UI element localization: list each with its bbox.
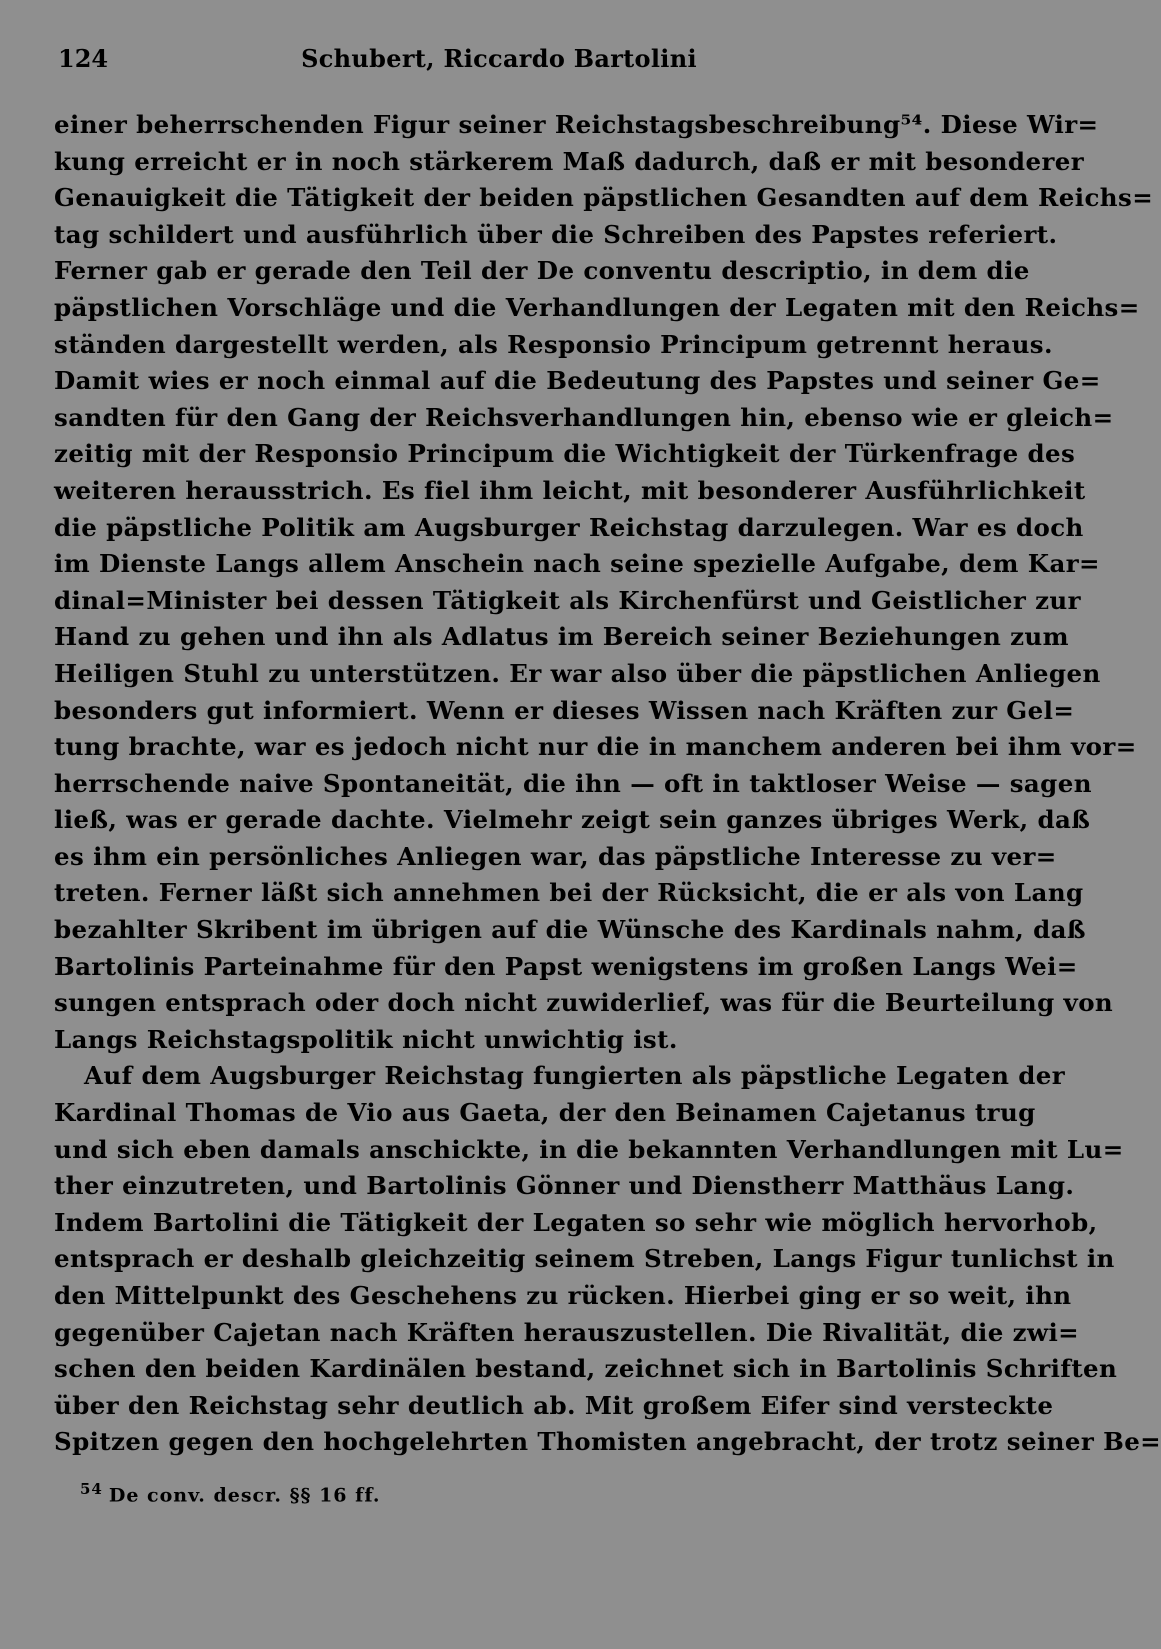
text-line: ther einzutreten, und Bartolinis Gönner und Dienstherr Matthäus Lang. [54, 1171, 1075, 1201]
text-line: sungen entsprach oder doch nicht zuwiderlief, was für die Beurteilung von [54, 988, 1114, 1018]
text-line: und sich eben damals anschickte, in die bekannten Verhandlungen mit Lu= [54, 1134, 1124, 1164]
text-line: schen den beiden Kardinälen bestand, zeichnet sich in Bartolinis Schriften [54, 1354, 1118, 1384]
text-line: zeitig mit der Responsio Principum die Wichtigkeit der Türkenfrage des [54, 439, 1076, 469]
text-line: entsprach er deshalb gleichzeitig seinem Streben, Langs Figur tunlichst in [54, 1244, 1115, 1274]
running-title: Schubert, Riccardo Bartolini [301, 44, 697, 73]
text-line: im Dienste Langs allem Anschein nach seine spezielle Aufgabe, dem Kar= [54, 549, 1100, 579]
text-line: kung erreicht er in noch stärkerem Maß dadurch, daß er mit besonderer [54, 146, 1085, 176]
text-line: Kardinal Thomas de Vio aus Gaeta, der den Beinamen Cajetanus trug [54, 1098, 1036, 1128]
text-line: Langs Reichstagspolitik nicht unwichtig ist. [54, 1024, 678, 1054]
text-line: Spitzen gegen den hochgelehrten Thomisten angebracht, der trotz seiner Be= [54, 1427, 1161, 1457]
text-line: besonders gut informiert. Wenn er dieses Wissen nach Kräften zur Gel= [54, 695, 1075, 725]
text-line: Ferner gab er gerade den Teil der De conventu descriptio, in dem die [54, 256, 1030, 286]
running-head [58, 44, 940, 84]
text-line: Auf dem Augsburger Reichstag fungierten als päpstliche Legaten der [84, 1061, 1066, 1091]
text-line: einer beherrschenden Figur seiner Reichstagsbeschreibung⁵⁴. Diese Wir= [54, 110, 1099, 139]
text-line: ständen dargestellt werden, als Responsio Principum getrennt heraus. [54, 329, 1053, 359]
footnote-text: De conv. descr. §§ 16 ff. [108, 1484, 381, 1507]
text-line: bezahlter Skribent im übrigen auf die Wünsche des Kardinals nahm, daß [54, 915, 1086, 945]
text-line: Bartolinis Parteinahme für den Papst wenigstens im großen Langs Wei= [54, 951, 1078, 981]
text-line: tung brachte, war es jedoch nicht nur die in manchem anderen bei ihm vor= [54, 732, 1137, 762]
text-line: dinal=Minister bei dessen Tätigkeit als Kirchenfürst und Geistlicher zur [54, 585, 1081, 615]
text-line: Genauigkeit die Tätigkeit der beiden päpstlichen Gesandten auf dem Reichs= [54, 183, 1154, 213]
text-line: es ihm ein persönliches Anliegen war, das päpstliche Interesse zu ver= [54, 841, 1057, 871]
text-line: sandten für den Gang der Reichsverhandlungen hin, ebenso wie er gleich= [54, 402, 1114, 432]
text-line: tag schildert und ausführlich über die Schreiben des Papstes referiert. [54, 219, 1058, 249]
text-line: über den Reichstag sehr deutlich ab. Mit großem Eifer sind versteckte [54, 1390, 1054, 1420]
body-text [54, 107, 1161, 1461]
text-line: päpstlichen Vorschläge und die Verhandlungen der Legaten mit den Reichs= [54, 292, 1140, 322]
text-line: Indem Bartolini die Tätigkeit der Legaten so sehr wie möglich hervorhob, [54, 1207, 1098, 1237]
text-line: Damit wies er noch einmal auf die Bedeutung des Papstes und seiner Ge= [54, 366, 1101, 396]
text-line: herrschende naive Spontaneität, die ihn — oft in taktloser Weise — sagen [54, 768, 1092, 798]
text-line: den Mittelpunkt des Geschehens zu rücken. Hierbei ging er so weit, ihn [54, 1281, 1072, 1310]
text-line: ließ, was er gerade dachte. Vielmehr zeigt sein ganzes übriges Werk, daß [54, 805, 1091, 835]
footnote [80, 1480, 380, 1506]
text-line: Hand zu gehen und ihn als Adlatus im Bereich seiner Beziehungen zum [54, 622, 1069, 652]
text-line: Heiligen Stuhl zu unterstützen. Er war also über die päpstlichen Anliegen [54, 658, 1101, 688]
text-line: gegenüber Cajetan nach Kräften herauszustellen. Die Rivalität, die zwi= [54, 1317, 1080, 1347]
text-line: treten. Ferner läßt sich annehmen bei der Rücksicht, die er als von Lang [54, 878, 1084, 908]
page-number: 124 [58, 44, 109, 73]
text-line: weiteren herausstrich. Es fiel ihm leicht, mit besonderer Ausführlichkeit [54, 475, 1086, 505]
text-line: die päpstliche Politik am Augsburger Reichstag darzulegen. War es doch [54, 512, 1084, 542]
footnote-mark: 54 [80, 1480, 103, 1498]
